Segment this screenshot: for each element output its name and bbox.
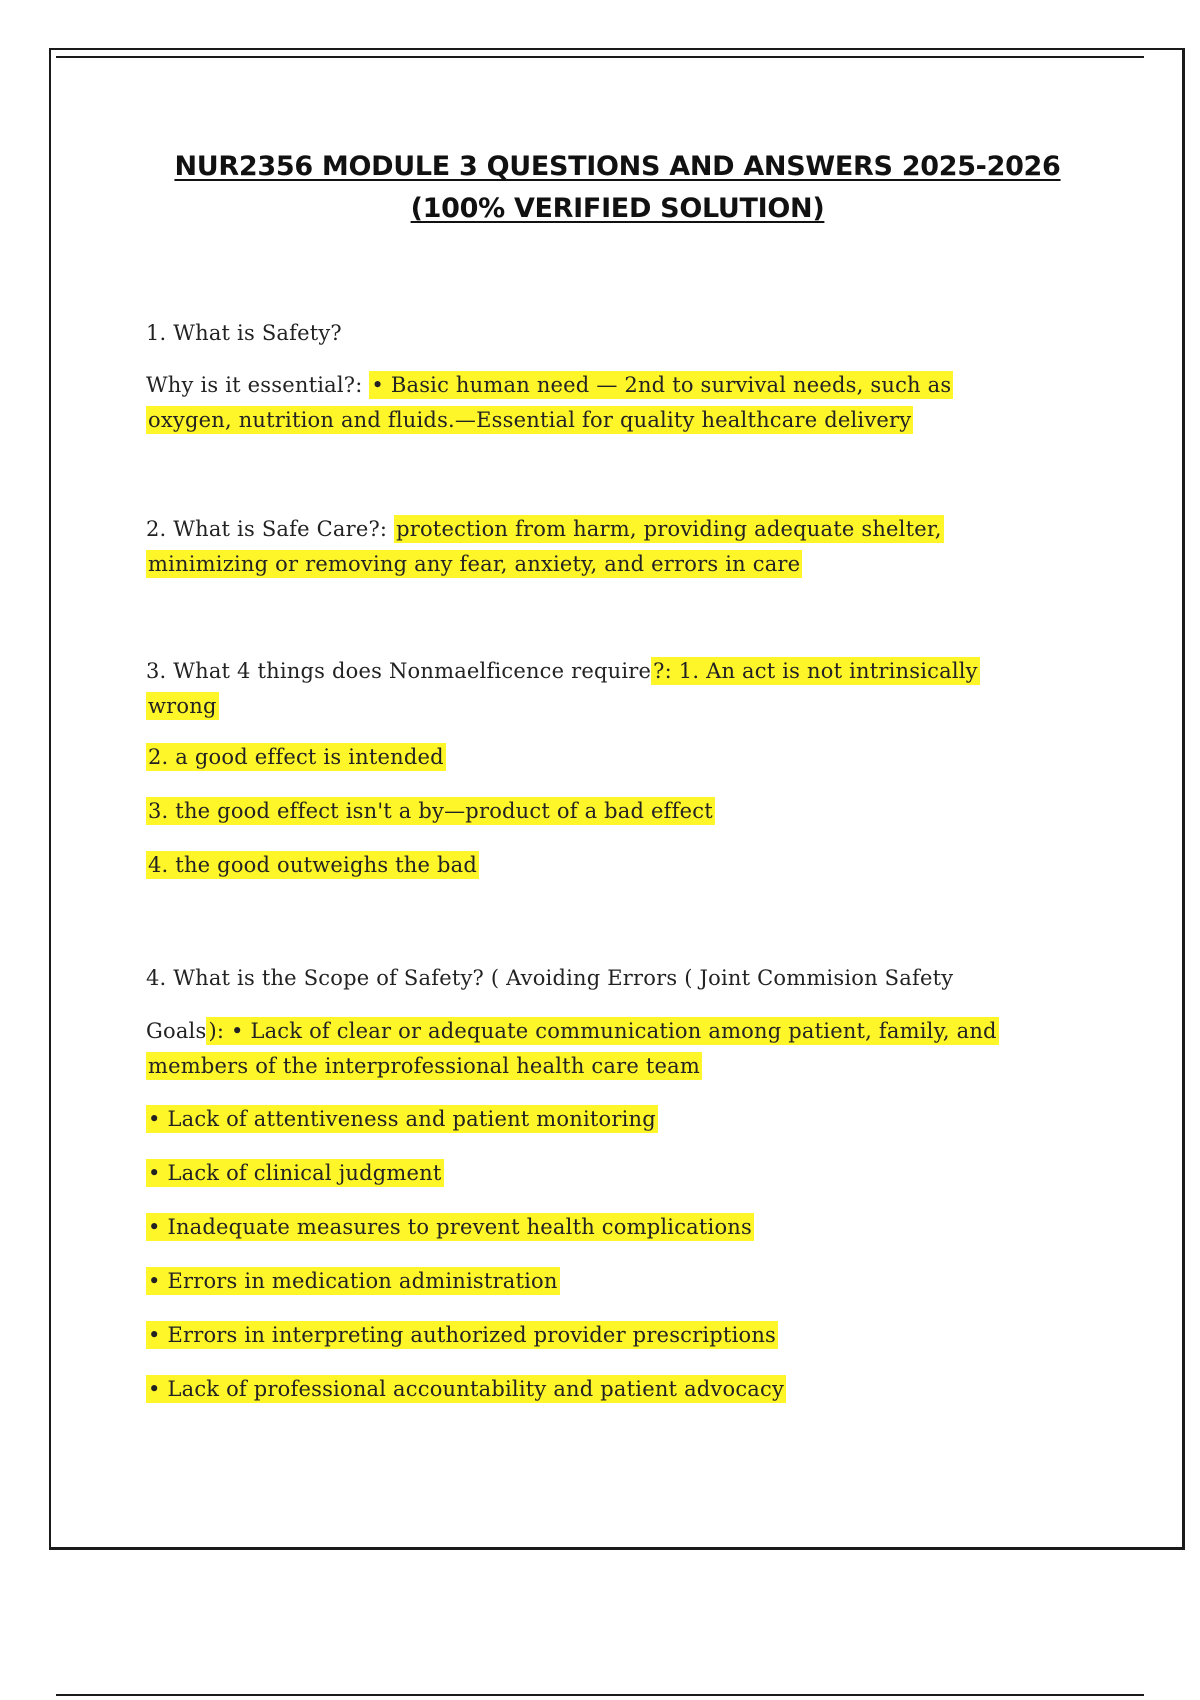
question-3-block — [146, 654, 1026, 724]
question-4-item-text: • Inadequate measures to prevent health complications — [148, 1215, 752, 1239]
question-4-item-text: • Lack of professional accountability and patient advocacy — [148, 1377, 785, 1401]
question-1-followup: Why is it essential?: — [146, 373, 370, 397]
question-4-item — [146, 1210, 754, 1245]
question-1-answer: • Basic human need — 2nd to survival needs, such as oxygen, nutrition and fluids.—Essential for quality healthcare delivery — [148, 373, 952, 432]
question-4-item — [146, 1264, 560, 1299]
question-4-item-text: • Errors in medication administration — [148, 1269, 558, 1293]
question-3-item-text: 4. the good outweighs the bad — [148, 853, 478, 877]
question-4-answer: ): • Lack of clear or adequate communication among patient, family, and members of the interprofessional health care team — [148, 1019, 997, 1078]
question-2: 2. What is Safe Care?: — [146, 517, 395, 541]
question-4-item — [146, 1318, 778, 1353]
question-3-item-text: 2. a good effect is intended — [148, 745, 444, 769]
question-4-item — [146, 1102, 658, 1137]
question-3-item — [146, 740, 446, 775]
title-line-2: (100% VERIFIED SOLUTION) — [410, 193, 825, 224]
top-rule — [56, 56, 1144, 58]
question-4: 4. What is the Scope of Safety? ( Avoiding Errors ( Joint Commision Safety — [146, 966, 954, 990]
question-4-question-cont: Goals — [146, 1019, 207, 1043]
question-4-item-text: • Lack of clinical judgment — [148, 1161, 442, 1185]
document-title — [100, 146, 1135, 230]
question-4-answer-block — [146, 1014, 1046, 1084]
question-2-block — [146, 512, 1026, 582]
question-1: 1. What is Safety? — [146, 321, 342, 345]
question-3-item-text: 3. the good effect isn't a by—product of a bad effect — [148, 799, 713, 823]
question-1-answer-block — [146, 368, 1026, 438]
question-3: 3. What 4 things does Nonmaelficence require — [146, 659, 652, 683]
question-4-item — [146, 1156, 444, 1191]
question-3-item — [146, 794, 715, 829]
question-2-answer: protection from harm, providing adequate shelter, minimizing or removing any fear, anxiety, and errors in care — [148, 517, 942, 576]
question-4-item-text: • Lack of attentiveness and patient monitoring — [148, 1107, 656, 1131]
question-3-item — [146, 848, 479, 883]
question-3-answer: ?: 1. An act is not intrinsically wrong — [148, 659, 978, 718]
question-4-item — [146, 1372, 786, 1407]
question-4-item-text: • Errors in interpreting authorized provider prescriptions — [148, 1323, 777, 1347]
bottom-rule — [56, 1694, 1144, 1696]
title-line-1: NUR2356 MODULE 3 QUESTIONS AND ANSWERS 2025-2026 — [174, 151, 1061, 182]
